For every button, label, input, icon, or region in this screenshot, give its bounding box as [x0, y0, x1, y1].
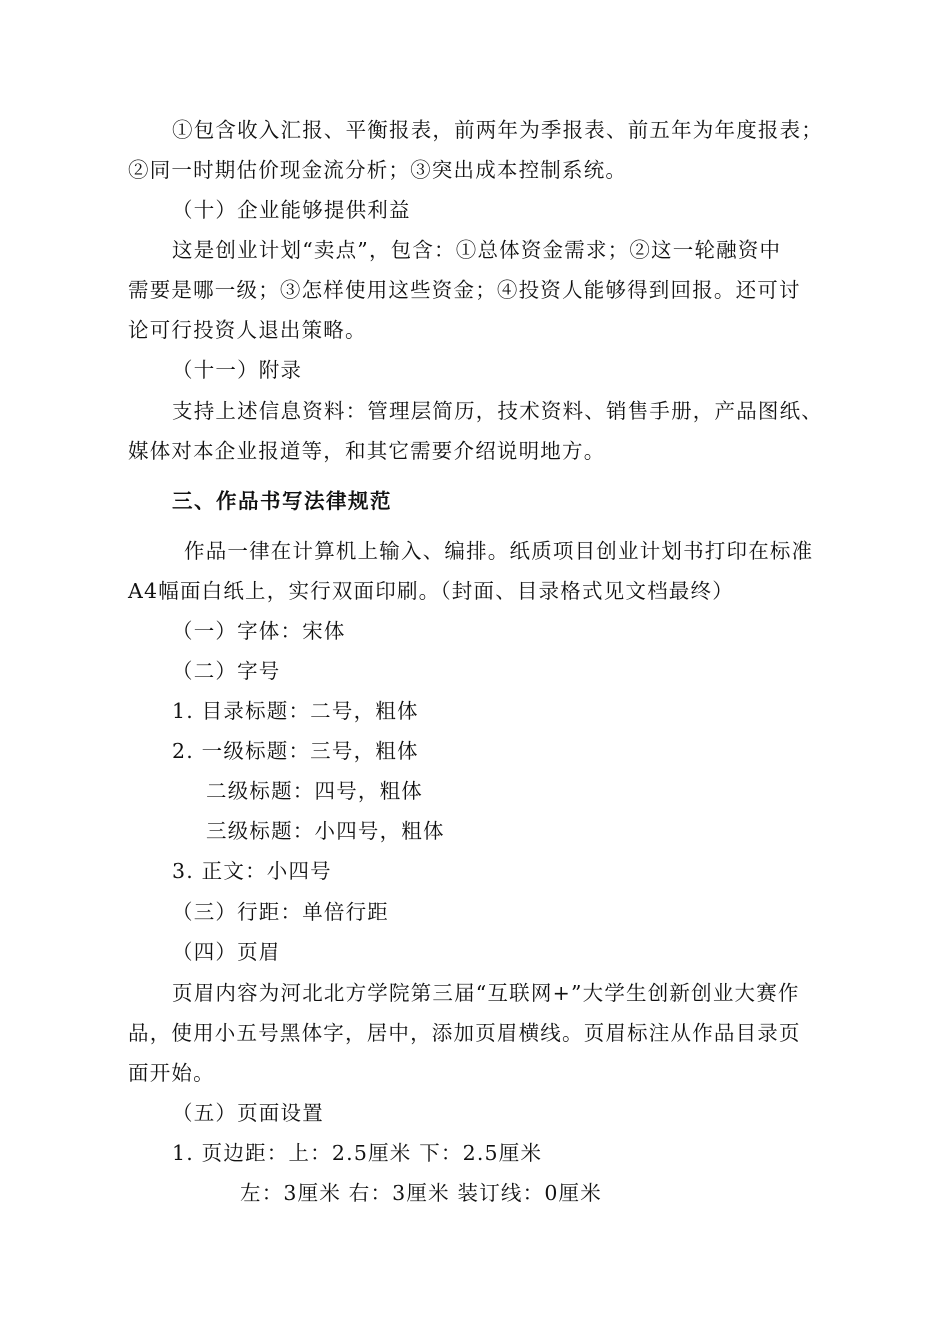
- paragraph-line: ①包含收入汇报、平衡报表，前两年为季报表、前五年为年度报表；: [172, 118, 823, 142]
- section-heading: （十一）附录: [172, 358, 303, 382]
- section-heading: （二）字号: [172, 659, 281, 683]
- paragraph-line: 页眉内容为河北北方学院第三届“互联网+”大学生创新创业大赛作: [172, 981, 800, 1005]
- paragraph-line: 需要是哪一级；③怎样使用这些资金；④投资人能够得到回报。还可讨: [128, 278, 801, 302]
- list-item: 三级标题：小四号，粗体: [206, 819, 445, 843]
- chapter-heading: 三、作品书写法律规范: [172, 489, 392, 513]
- list-item: 二级标题：四号，粗体: [206, 779, 423, 803]
- section-heading: （十）企业能够提供利益: [172, 198, 411, 222]
- paragraph-line: 品，使用小五号黑体字，居中，添加页眉横线。页眉标注从作品目录页: [128, 1021, 801, 1045]
- section-heading: （五）页面设置: [172, 1101, 324, 1125]
- section-heading: （一）字体：宋体: [172, 619, 346, 643]
- section-heading: （三）行距：单倍行距: [172, 900, 389, 924]
- paragraph-line: 面开始。: [128, 1061, 215, 1085]
- list-item: 2. 一级标题：三号，粗体: [172, 739, 419, 763]
- paragraph-line: 论可行投资人退出策略。: [128, 318, 367, 342]
- list-item: 1. 页边距：上：2.5厘米 下：2.5厘米: [172, 1141, 543, 1165]
- list-item: 1. 目录标题：二号，粗体: [172, 699, 419, 723]
- list-item: 3. 正文：小四号: [172, 859, 332, 883]
- paragraph-line: A4幅面白纸上，实行双面印刷。（封面、目录格式见文档最终）: [128, 579, 734, 603]
- paragraph-line: 支持上述信息资料：管理层简历，技术资料、销售手册，产品图纸、: [172, 399, 823, 423]
- paragraph-line: 作品一律在计算机上输入、编排。纸质项目创业计划书打印在标准: [184, 539, 814, 563]
- paragraph-line: 媒体对本企业报道等，和其它需要介绍说明地方。: [128, 439, 606, 463]
- list-item: 左：3厘米 右：3厘米 装订线：0厘米: [240, 1181, 602, 1205]
- paragraph-line: ②同一时期估价现金流分析；③突出成本控制系统。: [128, 158, 628, 182]
- paragraph-line: 这是创业计划“卖点”，包含：①总体资金需求；②这一轮融资中: [172, 238, 782, 262]
- section-heading: （四）页眉: [172, 940, 281, 964]
